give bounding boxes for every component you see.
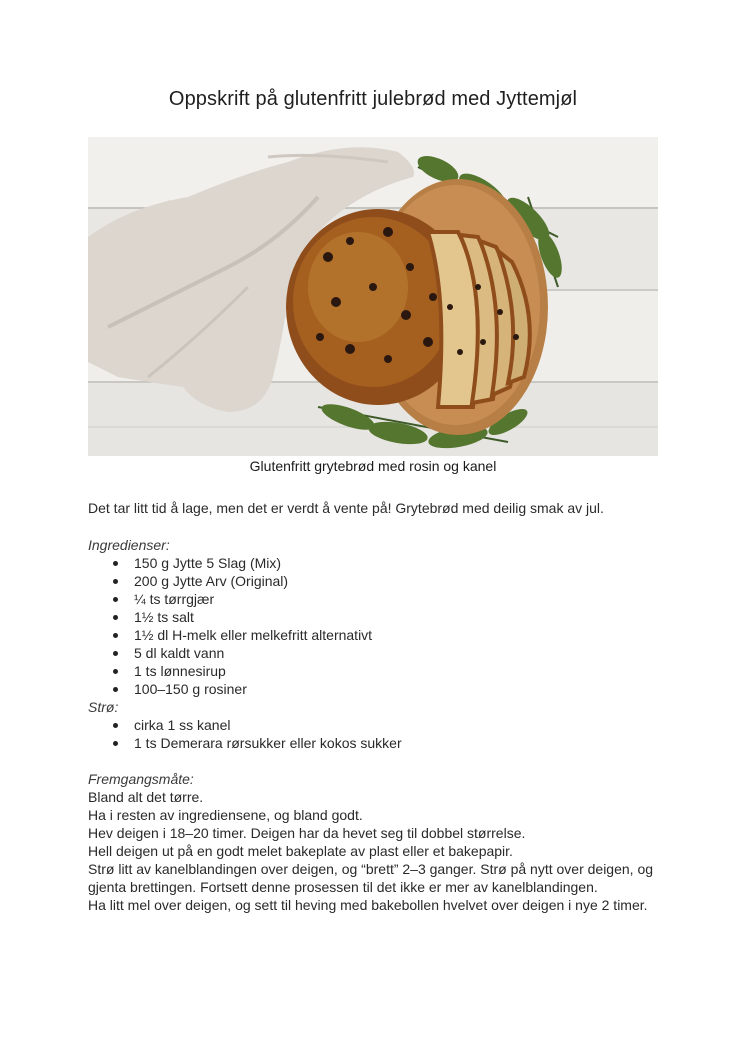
method-section [88,770,668,914]
method-step: Hev deigen i 18–20 timer. Deigen har da hevet seg til dobbel størrelse. [88,825,526,841]
list-item: 5 dl kaldt vann [88,644,668,662]
topping-list [88,716,668,752]
ingredients-list [88,554,668,698]
ingredients-heading: Ingredienser: [88,537,170,553]
page-title: Oppskrift på glutenfritt julebrød med Jyttemjøl [168,88,578,110]
method-step: Ha i resten av ingrediensene, og bland godt. [88,807,363,823]
method-step: Strø litt av kanelblandingen over deigen, og “brett” 2–3 ganger. Strø på nytt over deigen, og gjenta brettingen. Fortsett denne prosessen til det ikke er mer av kanelblandingen. [88,861,654,895]
bread-photo [88,137,658,456]
list-item: 150 g Jytte 5 Slag (Mix) [88,554,668,572]
ingredients-section [88,536,668,752]
list-item: 200 g Jytte Arv (Original) [88,572,668,590]
method-heading: Fremgangsmåte: [88,771,194,787]
method-step: Hell deigen ut på en godt melet bakeplate av plast eller et bakepapir. [88,843,513,859]
list-item: 1½ dl H-melk eller melkefritt alternativt [88,626,668,644]
list-item: ¼ ts tørrgjær [88,590,668,608]
list-item: 100–150 g rosiner [88,680,668,698]
method-step: Ha litt mel over deigen, og sett til heving med bakebollen hvelvet over deigen i nye 2 timer. [88,897,648,913]
method-step: Bland alt det tørre. [88,789,204,805]
list-item: 1 ts lønnesirup [88,662,668,680]
topping-heading: Strø: [88,699,119,715]
list-item: 1 ts Demerara rørsukker eller kokos sukker [88,734,668,752]
list-item: 1½ ts salt [88,608,668,626]
intro-text: Det tar litt tid å lage, men det er verdt å vente på! Grytebrød med deilig smak av jul. [88,500,604,516]
photo-caption: Glutenfritt grytebrød med rosin og kanel [249,458,497,474]
list-item: cirka 1 ss kanel [88,716,668,734]
